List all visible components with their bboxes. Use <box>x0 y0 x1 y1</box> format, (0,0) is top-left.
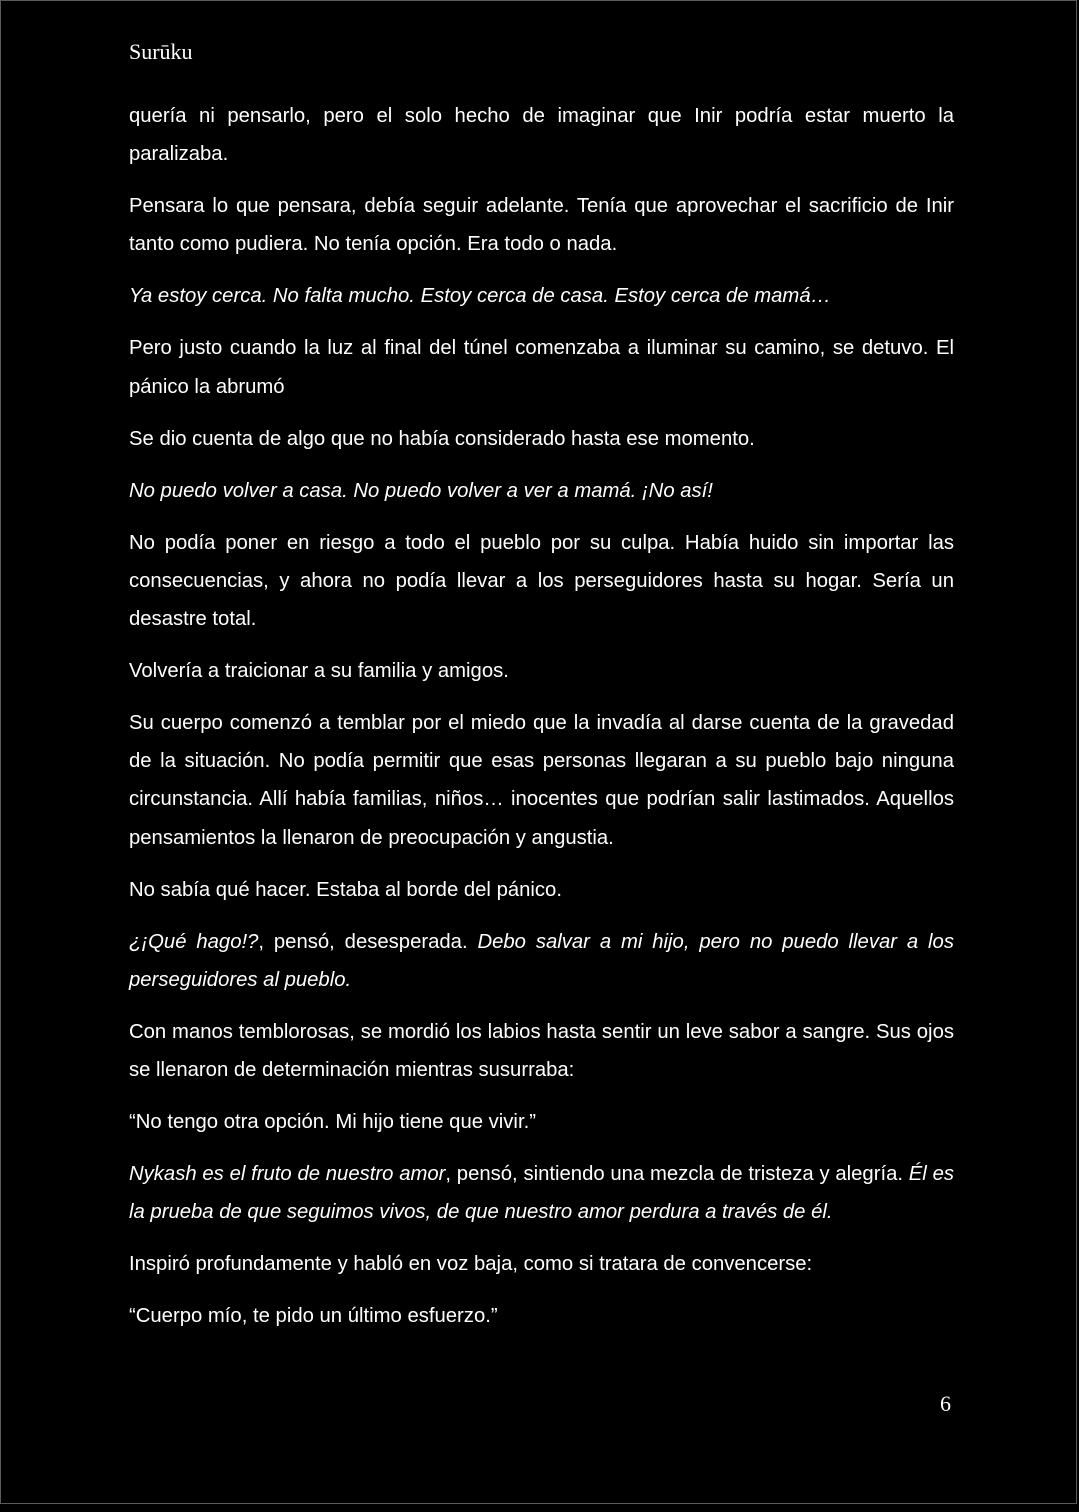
paragraph <box>129 1103 954 1141</box>
paragraph <box>129 1245 954 1283</box>
text-run: Pero justo cuando la luz al final del túnel comenzaba a iluminar su camino, se detuvo. El pánico la abrumó <box>129 337 954 398</box>
body-text <box>129 97 954 1349</box>
paragraph <box>129 704 954 857</box>
paragraph <box>129 652 954 690</box>
paragraph <box>129 329 954 405</box>
text-run: , pensó, sintiendo una mezcla de tristeza y alegría. <box>445 1163 909 1186</box>
text-run: , pensó, desesperada. <box>258 930 478 953</box>
text-run: Se dio cuenta de algo que no había considerado hasta ese momento. <box>129 427 755 450</box>
italic-run: ¿¡Qué hago!? <box>129 930 259 953</box>
text-run: No podía poner en riesgo a todo el pueblo por su culpa. Había huido sin importar las consecuencias, y ahora no podía llevar a los perseguidores hasta su hogar. Sería un desastre total. <box>129 531 954 631</box>
paragraph <box>129 277 954 315</box>
italic-run: Ya estoy cerca. No falta mucho. Estoy cerca de casa. Estoy cerca de mamá… <box>129 285 831 308</box>
running-header: Surūku <box>129 39 193 64</box>
paragraph <box>129 1013 954 1089</box>
paragraph <box>129 472 954 510</box>
paragraph <box>129 1155 954 1231</box>
text-run: Pensara lo que pensara, debía seguir adelante. Tenía que aprovechar el sacrificio de Inir tanto como pudiera. No tenía opción. Era todo o nada. <box>129 195 954 256</box>
text-run: Inspiró profundamente y habló en voz baja, como si tratara de convencerse: <box>129 1253 813 1276</box>
paragraph <box>129 97 954 173</box>
text-run: No sabía qué hacer. Estaba al borde del pánico. <box>129 878 562 901</box>
text-run: “No tengo otra opción. Mi hijo tiene que vivir.” <box>129 1111 536 1134</box>
page-number: 6 <box>940 1391 951 1416</box>
italic-run: Debo salvar a mi hijo, pero no puedo llevar a los perseguidores al pueblo. <box>129 930 954 991</box>
text-run: quería ni pensarlo, pero el solo hecho de imaginar que Inir podría estar muerto la paralizaba. <box>129 105 954 166</box>
text-run: Volvería a traicionar a su familia y amigos. <box>129 660 509 683</box>
paragraph <box>129 923 954 999</box>
italic-run: Nykash es el fruto de nuestro amor <box>129 1163 446 1186</box>
text-run: Su cuerpo comenzó a temblar por el miedo que la invadía al darse cuenta de la gravedad de la situación. No podía permitir que esas personas llegaran a su pueblo bajo ninguna circunstancia. Allí había familias, niños… inocentes que podrían salir lastimados. Aquellos pensamientos la llenaron de preocupación y angustia. <box>129 712 954 849</box>
italic-run: No puedo volver a casa. No puedo volver a ver a mamá. ¡No así! <box>129 479 713 502</box>
paragraph <box>129 187 954 263</box>
italic-run: Él es la prueba de que seguimos vivos, de que nuestro amor perdura a través de él. <box>129 1163 954 1224</box>
text-run: “Cuerpo mío, te pido un último esfuerzo.” <box>129 1305 498 1328</box>
text-run: Con manos temblorosas, se mordió los labios hasta sentir un leve sabor a sangre. Sus ojos se llenaron de determinación mientras susurraba: <box>129 1020 954 1082</box>
paragraph <box>129 871 954 909</box>
paragraph <box>129 524 954 639</box>
paragraph <box>129 1297 954 1335</box>
paragraph <box>129 420 954 458</box>
